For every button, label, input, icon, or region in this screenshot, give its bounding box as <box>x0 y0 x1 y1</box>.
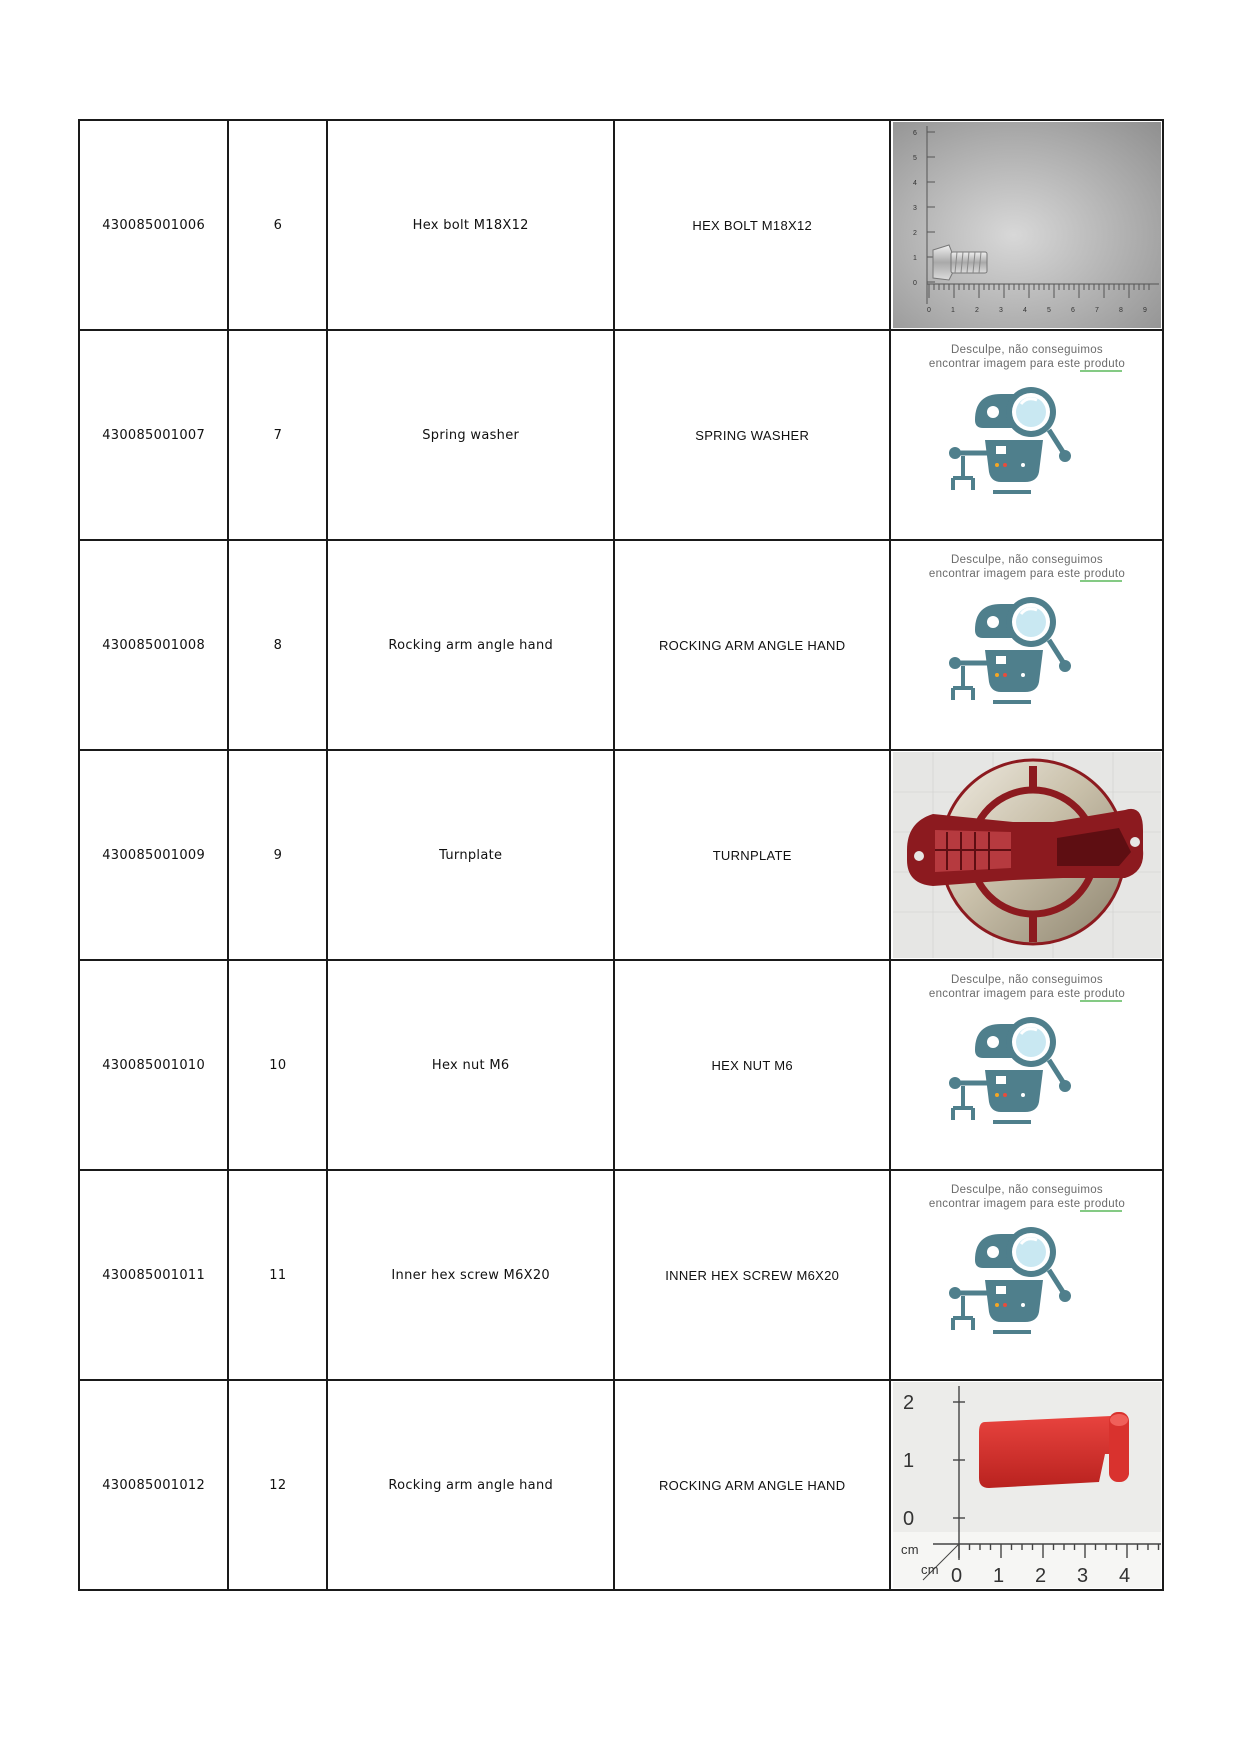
part-code: 430085001008 <box>79 540 228 750</box>
svg-text:2: 2 <box>974 307 979 314</box>
part-description-upper: SPRING WASHER <box>614 330 891 540</box>
placeholder-line-2: encontrar imagem para este produto <box>928 988 1125 1000</box>
turnplate-photo <box>893 752 1161 958</box>
svg-text:3: 3 <box>912 205 917 212</box>
placeholder-line-1: Desculpe, não conseguimos <box>950 344 1103 356</box>
svg-text:4: 4 <box>1118 1565 1131 1587</box>
hex-bolt-photo <box>893 122 1161 328</box>
part-image-cell <box>890 1170 1163 1380</box>
placeholder-line-1: Desculpe, não conseguimos <box>950 1184 1103 1196</box>
position-number: 10 <box>228 960 327 1170</box>
parts-table <box>78 119 1164 1591</box>
part-image-cell <box>890 330 1163 540</box>
red-part-photo <box>893 1382 1161 1588</box>
svg-text:7: 7 <box>1094 307 1099 314</box>
svg-text:2: 2 <box>912 230 917 237</box>
svg-text:9: 9 <box>1142 307 1147 314</box>
svg-text:8: 8 <box>1118 307 1123 314</box>
table-row <box>79 540 1163 750</box>
part-image-cell <box>890 540 1163 750</box>
part-description-upper: HEX BOLT M18X12 <box>614 120 891 330</box>
part-description: Hex nut M6 <box>327 960 614 1170</box>
svg-text:cm: cm <box>920 1562 939 1577</box>
svg-text:1: 1 <box>902 1450 915 1472</box>
no-image-placeholder <box>893 332 1161 538</box>
part-code: 430085001007 <box>79 330 228 540</box>
part-description-upper: HEX NUT M6 <box>614 960 891 1170</box>
part-description-upper: ROCKING ARM ANGLE HAND <box>614 1380 891 1590</box>
position-number: 7 <box>228 330 327 540</box>
part-code: 430085001011 <box>79 1170 228 1380</box>
svg-text:3: 3 <box>1076 1565 1089 1587</box>
svg-text:0: 0 <box>902 1508 915 1530</box>
part-image-cell <box>890 960 1163 1170</box>
part-code: 430085001010 <box>79 960 228 1170</box>
svg-text:1: 1 <box>950 307 955 314</box>
part-image-cell <box>890 750 1163 960</box>
position-number: 6 <box>228 120 327 330</box>
svg-text:5: 5 <box>912 155 917 162</box>
svg-text:6: 6 <box>1070 307 1075 314</box>
table-row <box>79 750 1163 960</box>
part-description: Spring washer <box>327 330 614 540</box>
no-image-placeholder <box>893 962 1161 1168</box>
part-description: Hex bolt M18X12 <box>327 120 614 330</box>
table-row <box>79 1380 1163 1590</box>
placeholder-line-2: encontrar imagem para este produto <box>928 1198 1125 1210</box>
table-row <box>79 960 1163 1170</box>
svg-text:2: 2 <box>1034 1565 1047 1587</box>
position-number: 9 <box>228 750 327 960</box>
part-description: Rocking arm angle hand <box>327 1380 614 1590</box>
placeholder-line-2: encontrar imagem para este produto <box>928 358 1125 370</box>
svg-text:3: 3 <box>998 307 1003 314</box>
placeholder-line-1: Desculpe, não conseguimos <box>950 974 1103 986</box>
table-row <box>79 120 1163 330</box>
svg-text:1: 1 <box>912 255 917 262</box>
part-code: 430085001006 <box>79 120 228 330</box>
position-number: 12 <box>228 1380 327 1590</box>
svg-text:0: 0 <box>926 307 931 314</box>
placeholder-line-2: encontrar imagem para este produto <box>928 568 1125 580</box>
svg-text:1: 1 <box>992 1565 1005 1587</box>
part-description: Rocking arm angle hand <box>327 540 614 750</box>
svg-text:0: 0 <box>950 1565 963 1587</box>
part-image-cell <box>890 1380 1163 1590</box>
svg-text:6: 6 <box>912 130 917 137</box>
svg-text:4: 4 <box>1022 307 1027 314</box>
no-image-placeholder <box>893 1172 1161 1378</box>
position-number: 8 <box>228 540 327 750</box>
table-row <box>79 330 1163 540</box>
part-code: 430085001009 <box>79 750 228 960</box>
svg-text:4: 4 <box>912 180 917 187</box>
part-description: Inner hex screw M6X20 <box>327 1170 614 1380</box>
table-row <box>79 1170 1163 1380</box>
position-number: 11 <box>228 1170 327 1380</box>
svg-text:5: 5 <box>1046 307 1051 314</box>
part-description-upper: INNER HEX SCREW M6X20 <box>614 1170 891 1380</box>
part-description-upper: ROCKING ARM ANGLE HAND <box>614 540 891 750</box>
part-image-cell <box>890 120 1163 330</box>
svg-text:cm: cm <box>900 1542 919 1557</box>
part-code: 430085001012 <box>79 1380 228 1590</box>
part-description: Turnplate <box>327 750 614 960</box>
placeholder-line-1: Desculpe, não conseguimos <box>950 554 1103 566</box>
no-image-placeholder <box>893 542 1161 748</box>
svg-text:0: 0 <box>912 280 917 287</box>
svg-text:2: 2 <box>902 1392 915 1414</box>
part-description-upper: TURNPLATE <box>614 750 891 960</box>
